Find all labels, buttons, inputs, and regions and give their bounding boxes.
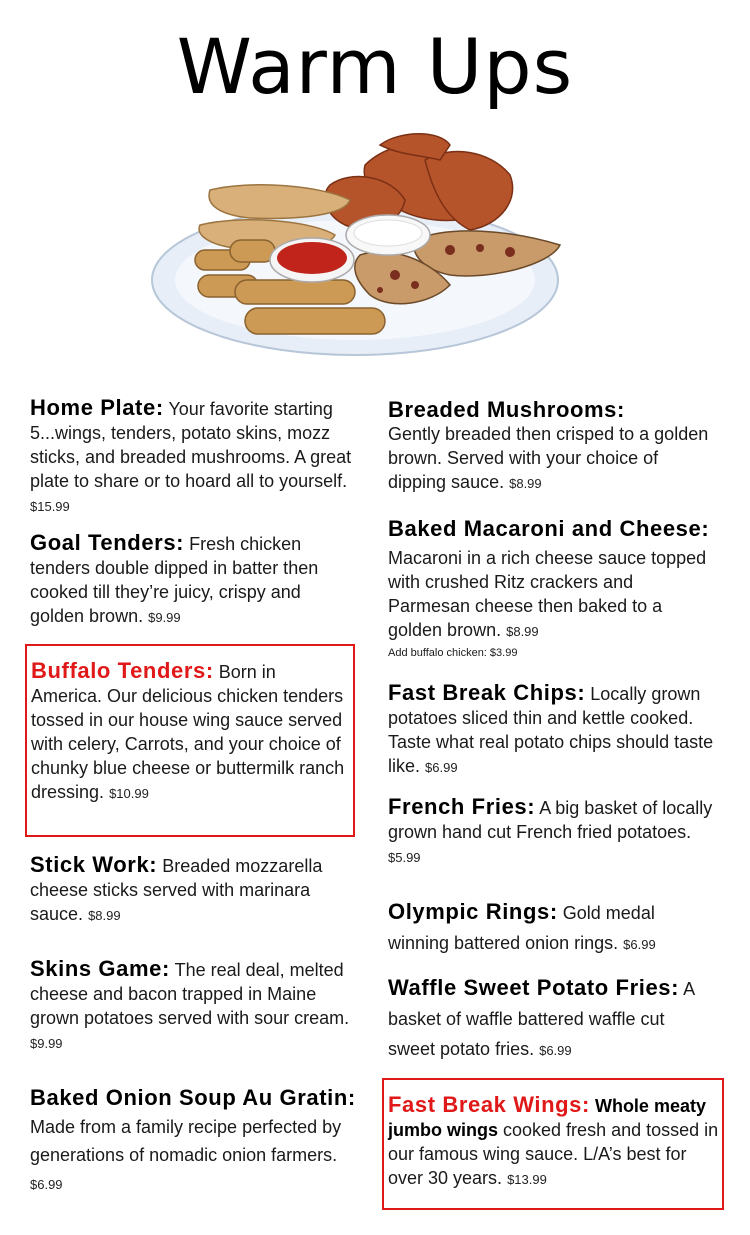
item-description: Made from a family recipe perfected by generations of nomadic onion farmers.	[30, 1117, 342, 1165]
item-name: Fast Break Wings:	[388, 1092, 590, 1117]
item-price: $5.99	[388, 850, 421, 865]
menu-item-baked-mac-cheese	[388, 512, 718, 660]
menu-item-french-fries	[388, 795, 713, 870]
item-price: $15.99	[30, 499, 70, 514]
item-name: Baked Onion Soup Au Gratin:	[30, 1085, 356, 1110]
item-name: Stick Work:	[30, 852, 158, 877]
menu-item-buffalo-tenders	[31, 659, 349, 806]
item-description: A basket of waffle battered waffle cut sweet potato fries.	[388, 979, 695, 1059]
item-price: $9.99	[148, 610, 181, 625]
item-price: $8.99	[506, 624, 539, 639]
item-description: Your favorite starting 5...wings, tenders, potato skins, mozz sticks, and breaded mushrooms. A great plate to share or to hoard all to yourself.	[30, 399, 352, 491]
item-name: Home Plate:	[30, 395, 164, 420]
appetizer-platter-illustration	[150, 130, 570, 365]
menu-item-home-plate	[30, 396, 355, 519]
item-description: Gently breaded then crisped to a golden brown. Served with your choice of dipping sauce.	[388, 424, 709, 492]
item-price: $8.99	[88, 908, 121, 923]
item-price: $13.99	[507, 1172, 547, 1187]
page-title: Warm Ups	[176, 22, 574, 111]
item-price: $6.99	[623, 937, 656, 952]
item-name: Buffalo Tenders:	[31, 658, 214, 683]
item-name: Baked Macaroni and Cheese:	[388, 516, 710, 541]
item-name: Breaded Mushrooms:	[388, 397, 625, 422]
item-price: $9.99	[30, 1036, 63, 1051]
item-description: Locally grown potatoes sliced thin and kettle cooked. Taste what real potato chips should taste like.	[388, 684, 714, 776]
item-name: Goal Tenders:	[30, 530, 185, 555]
item-description: The real deal, melted cheese and bacon trapped in Maine grown potatoes served with sour cream.	[30, 960, 350, 1028]
menu-item-goal-tenders	[30, 531, 355, 630]
item-price: $6.99	[539, 1043, 572, 1058]
item-description: Macaroni in a rich cheese sauce topped with crushed Ritz crackers and Parmesan cheese then baked to a golden brown.	[388, 548, 707, 640]
item-description: Gold medal winning battered onion rings.	[388, 903, 655, 953]
item-name: Skins Game:	[30, 956, 170, 981]
menu-item-fast-break-chips	[388, 681, 718, 780]
item-price: $8.99	[509, 476, 542, 491]
menu-item-fast-break-wings	[388, 1093, 720, 1192]
item-price: $10.99	[109, 786, 149, 801]
item-description: Breaded mozzarella cheese sticks served with marinara sauce.	[30, 856, 323, 924]
menu-item-waffle-fries	[388, 973, 713, 1066]
item-name: Waffle Sweet Potato Fries:	[388, 975, 680, 1000]
item-description: Fresh chicken tenders double dipped in batter then cooked till they’re juicy, crispy and golden brown.	[30, 534, 319, 626]
item-name: Olympic Rings:	[388, 899, 558, 924]
item-description: cooked fresh and tossed in our famous wing sauce. L/A’s best for over 30 years.	[388, 1120, 719, 1188]
item-name: Fast Break Chips:	[388, 680, 586, 705]
item-note: Add buffalo chicken: $3.99	[388, 647, 518, 659]
item-description: A big basket of locally grown hand cut French fried potatoes.	[388, 798, 713, 842]
item-price: $6.99	[30, 1177, 63, 1192]
menu-item-stick-work	[30, 853, 360, 928]
menu-item-onion-soup	[30, 1084, 360, 1199]
item-description-bold: Whole meaty jumbo wings	[388, 1096, 706, 1140]
menu-item-breaded-mushrooms	[388, 398, 718, 496]
item-price: $6.99	[425, 760, 458, 775]
item-description: Born in America. Our delicious chicken tenders tossed in our house wing sauce served with celery, Carrots, and your choice of chunky blue cheese or buttermilk ranch dressing.	[31, 662, 345, 802]
menu-item-olympic-rings	[388, 897, 708, 960]
item-name: French Fries:	[388, 794, 536, 819]
menu-item-skins-game	[30, 957, 355, 1056]
